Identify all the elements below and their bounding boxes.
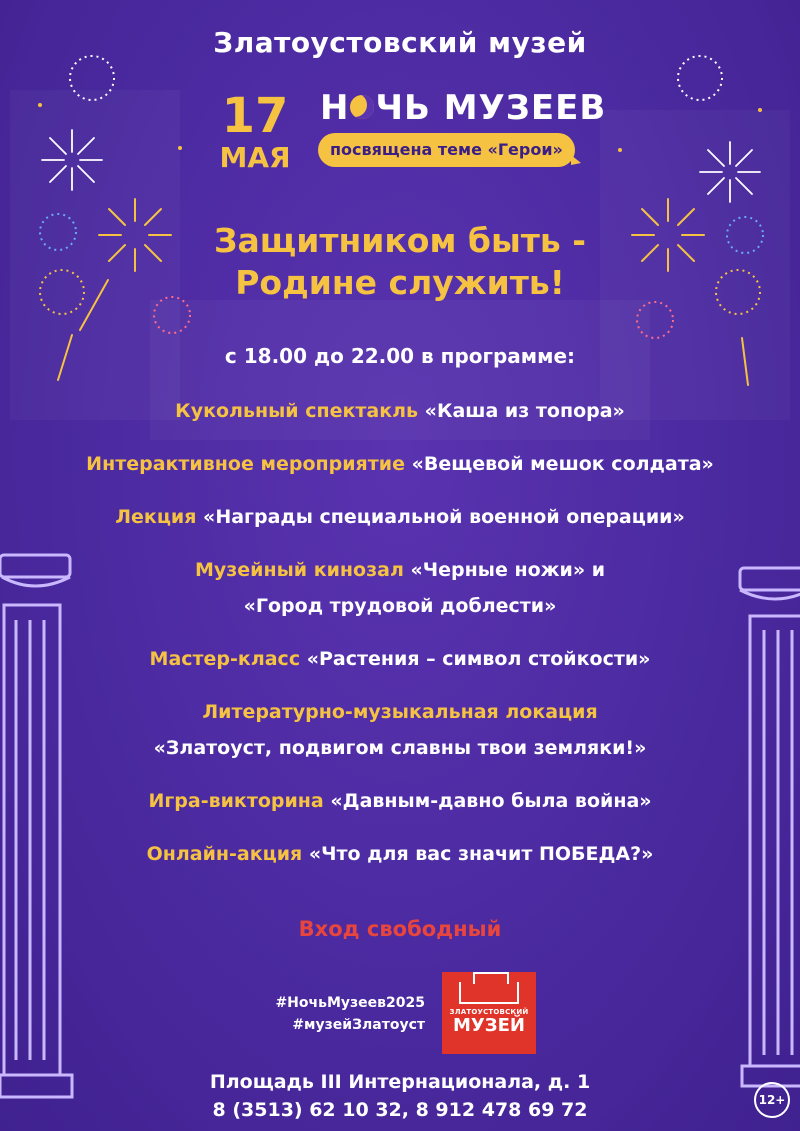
program-item-label: Онлайн-акция — [146, 843, 303, 865]
date-day: 17 — [221, 88, 289, 144]
program-item-title: «Златоуст, подвигом славны твои земляки!» — [153, 737, 647, 759]
age-rating-badge: 12+ — [754, 1082, 790, 1118]
program-item-label: Литературно-музыкальная локация — [202, 701, 598, 723]
night-title-suffix: ЧЬ МУЗЕЕВ — [375, 88, 607, 128]
program-item-title: «Черные ножи» и — [410, 559, 606, 581]
slogan — [0, 220, 800, 304]
program-item — [0, 552, 800, 624]
program-item — [0, 499, 800, 535]
program-item — [0, 836, 800, 872]
moon-icon — [350, 95, 374, 119]
program-item-label: Интерактивное мероприятие — [86, 453, 405, 475]
program-item-title-continued: «Город трудовой доблести» — [243, 595, 557, 617]
hashtags — [255, 992, 425, 1036]
program-item-title: «Награды специальной военной операции» — [203, 506, 685, 528]
hashtag: #НочьМузеев2025 — [275, 995, 425, 1011]
schedule-time: с 18.00 до 22.00 в программе: — [224, 344, 576, 368]
museum-building-icon — [459, 982, 519, 1004]
address: Площадь III Интернационала, д. 1 — [209, 1071, 591, 1093]
free-entry-notice: Вход свободный — [298, 917, 502, 941]
program-item-title: «Вещевой мешок солдата» — [411, 453, 714, 475]
program-item-label: Музейный кинозал — [194, 559, 404, 581]
date-month: МАЯ — [219, 141, 291, 174]
program-item — [0, 446, 800, 482]
night-of-museums-logo — [320, 88, 606, 128]
slogan-line: Защитником быть - — [214, 221, 586, 260]
night-title-prefix: Н — [320, 88, 350, 128]
hashtag: #музейЗлатоуст — [292, 1017, 425, 1033]
slogan-line: Родине служить! — [235, 263, 565, 302]
museum-title: Златоустовский музей — [213, 26, 587, 59]
program-item — [0, 641, 800, 677]
theme-badge: посвящена теме «Герои» — [318, 133, 575, 167]
museum-logo — [442, 972, 536, 1054]
program-item — [0, 694, 800, 766]
program-item-title: «Давным-давно была война» — [330, 790, 652, 812]
program-item-title: «Растения – символ стойкости» — [306, 648, 651, 670]
program-item — [0, 393, 800, 429]
program-item-label: Мастер-класс — [149, 648, 301, 670]
program-item-title: «Каша из топора» — [424, 400, 625, 422]
program-item — [0, 783, 800, 819]
logo-line: МУЗЕЙ — [453, 1015, 525, 1036]
program-item-title: «Что для вас значит ПОБЕДА?» — [308, 843, 654, 865]
program-item-label: Кукольный спектакль — [175, 400, 419, 422]
firework-icon — [678, 56, 722, 100]
phone-numbers: 8 (3513) 62 10 32, 8 912 478 69 72 — [212, 1099, 588, 1121]
event-date — [205, 88, 305, 174]
logo-line: ЗЛАТОУСТОВСКИЙ — [449, 1008, 529, 1016]
contact-info — [0, 1068, 800, 1124]
program-list — [0, 393, 800, 889]
program-item-label: Лекция — [115, 506, 197, 528]
program-item-label: Игра-викторина — [148, 790, 324, 812]
